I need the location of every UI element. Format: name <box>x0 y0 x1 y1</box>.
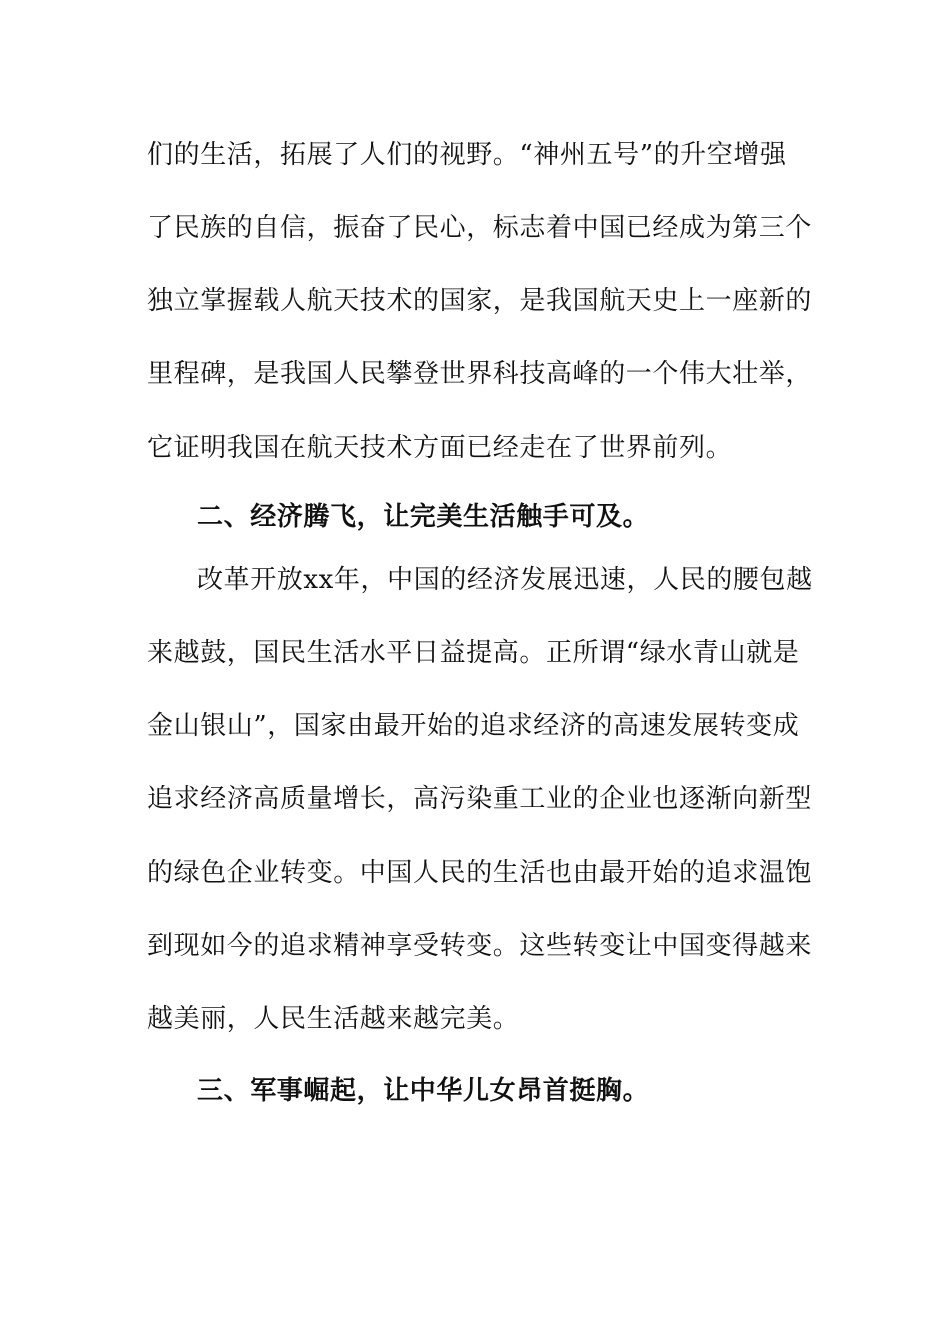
paragraph-line: 来越鼓，国民生活水平日益提高。正所谓“绿水青山就是 <box>147 638 800 668</box>
paragraph-line: 们的生活，拓展了人们的视野。“神州五号”的升空增强 <box>147 140 787 170</box>
paragraph-line: 的绿色企业转变。中国人民的生活也由最开始的追求温饱 <box>147 858 813 888</box>
paragraph-line: 了民族的自信，振奋了民心，标志着中国已经成为第三个 <box>147 213 813 243</box>
paragraph-line: 独立掌握载人航天技术的国家，是我国航天史上一座新的 <box>147 286 813 316</box>
section-heading-economy: 二、经济腾飞，让完美生活触手可及。 <box>197 502 650 532</box>
paragraph-line: 越美丽，人民生活越来越完美。 <box>147 1004 520 1034</box>
paragraph-line: 改革开放xx年，中国的经济发展迅速，人民的腰包越 <box>197 565 813 595</box>
paragraph-line: 它证明我国在航天技术方面已经走在了世界前列。 <box>147 433 733 463</box>
paragraph-line: 金山银山”，国家由最开始的追求经济的高速发展转变成 <box>147 711 800 741</box>
paragraph-line: 追求经济高质量增长，高污染重工业的企业也逐渐向新型 <box>147 784 813 814</box>
paragraph-line: 里程碑，是我国人民攀登世界科技高峰的一个伟大壮举， <box>147 359 813 389</box>
paragraph-line: 到现如今的追求精神享受转变。这些转变让中国变得越来 <box>147 931 813 961</box>
section-heading-military: 三、军事崛起，让中华儿女昂首挺胸。 <box>197 1076 650 1106</box>
